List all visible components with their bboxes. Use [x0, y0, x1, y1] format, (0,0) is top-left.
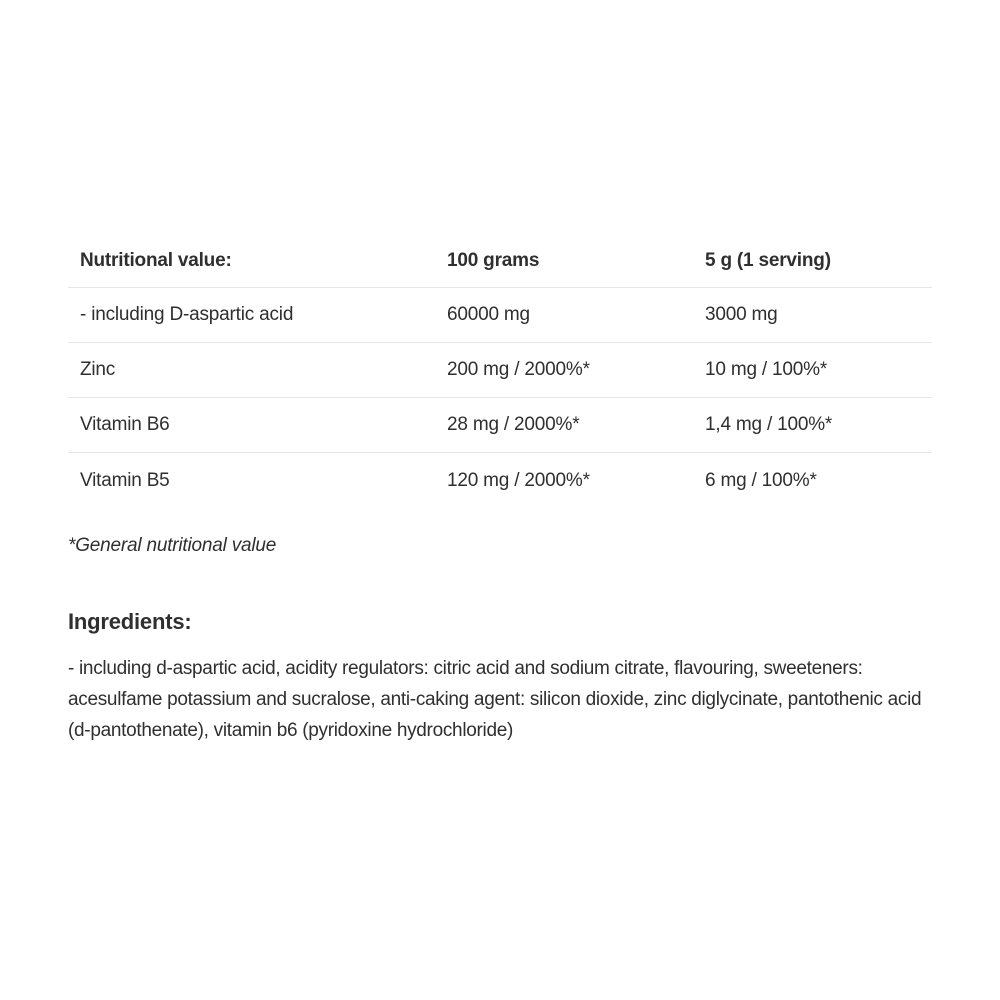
row-value-100g: 120 mg / 2000%* [447, 469, 590, 491]
table-row [68, 288, 932, 343]
header-cell-serving: 5 g (1 serving) [705, 250, 831, 271]
table-row [68, 398, 932, 453]
table-header-row [68, 243, 932, 288]
row-value-serving: 1,4 mg / 100%* [705, 414, 833, 435]
ingredients-heading: Ingredients: [68, 609, 192, 634]
table-row [68, 453, 932, 508]
table-row [68, 343, 932, 398]
row-value-serving: 3000 mg [705, 304, 778, 325]
row-label: Vitamin B5 [80, 469, 170, 491]
header-cell-100-grams: 100 grams [447, 250, 540, 271]
row-value-100g: 200 mg / 2000%* [447, 359, 590, 380]
ingredients-text: - including d-aspartic acid, acidity regulators: citric acid and sodium citrate, flavouring, sweeteners: acesulfame potassium and sucralose, anti-caking agent: silicon dioxide, zinc diglycinate, pantothenic acid (d-pantothenate), vitamin b6 (pyridoxine hydrochloride) [68, 658, 922, 741]
nutrition-section [68, 243, 932, 746]
row-label: - including D-aspartic acid [80, 304, 294, 325]
header-cell-nutritional-value: Nutritional value: [80, 250, 232, 271]
row-label: Zinc [80, 359, 116, 380]
row-value-100g: 28 mg / 2000%* [447, 414, 580, 435]
nutrition-table [68, 243, 932, 508]
row-value-serving: 6 mg / 100%* [705, 469, 817, 491]
row-label: Vitamin B6 [80, 414, 170, 435]
general-nutritional-value-footnote: *General nutritional value [68, 535, 277, 556]
row-value-serving: 10 mg / 100%* [705, 359, 828, 380]
row-value-100g: 60000 mg [447, 304, 530, 325]
